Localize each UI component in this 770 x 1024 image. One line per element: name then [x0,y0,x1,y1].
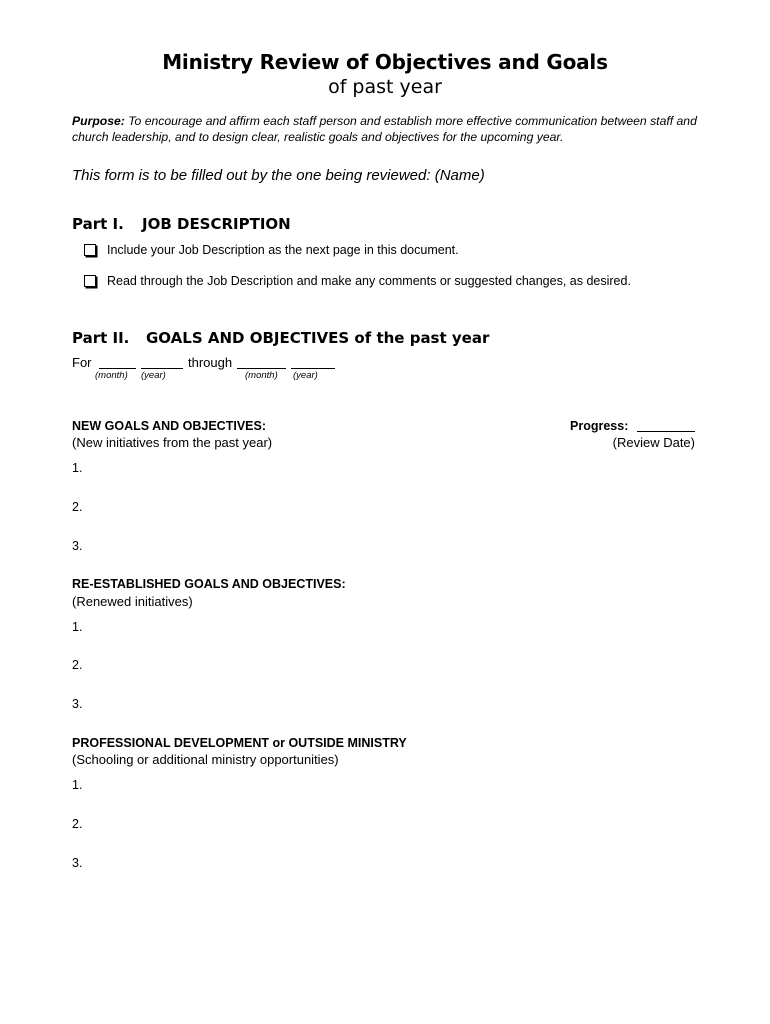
section-heading-new-goals: NEW GOALS AND OBJECTIVES: [72,419,266,433]
to-year-caption: (year) [293,370,318,381]
from-month-blank[interactable] [99,356,136,369]
checkbox[interactable] [84,275,96,287]
part1-item-1[interactable] [84,243,459,257]
page-title: Ministry Review of Objectives and Goals [162,50,608,74]
from-year-caption: (year) [141,370,166,381]
list-item: 1. [72,461,83,475]
to-month-blank[interactable] [237,356,286,369]
list-item: 1. [72,620,83,634]
list-item: 2. [72,658,83,672]
to-month-caption: (month) [245,370,278,381]
from-month-caption: (month) [95,370,128,381]
filled-by-instruction: This form is to be filled out by the one being reviewed: (Name) [72,167,485,184]
period-through-label: through [188,355,233,370]
checkbox[interactable] [84,244,96,256]
list-item: 2. [72,500,83,514]
section-heading-professional-dev: PROFESSIONAL DEVELOPMENT or OUTSIDE MINISTRY [72,736,407,750]
to-year-blank[interactable] [291,356,335,369]
section-sub-professional-dev: (Schooling or additional ministry opportunities) [72,752,339,767]
section-sub-reestablished: (Renewed initiatives) [72,594,193,609]
part1-item-1-label: Include your Job Description as the next page in this document. [107,243,459,257]
page-subtitle: of past year [328,76,442,98]
list-item: 3. [72,697,83,711]
purpose-label: Purpose: [72,114,125,128]
list-item: 1. [72,778,83,792]
purpose-paragraph [72,113,702,145]
purpose-text: To encourage and affirm each staff person and establish more effective communication between staff and church leadership, and to design clear, realistic goals and objectives for the upcoming year. [72,114,697,144]
review-date-caption: (Review Date) [612,435,695,450]
from-year-blank[interactable] [141,356,183,369]
period-for-label: For [72,355,92,370]
section-sub-new-goals: (New initiatives from the past year) [72,435,273,450]
progress-blank[interactable] [637,419,695,432]
list-item: 3. [72,539,83,553]
part1-item-2[interactable] [84,274,631,288]
part1-heading: JOB DESCRIPTION [142,215,291,233]
progress-label: Progress: [570,419,629,433]
list-item: 2. [72,817,83,831]
part2-label: Part II. [72,329,130,347]
part1-item-2-label: Read through the Job Description and make any comments or suggested changes, as desired. [107,274,631,288]
part2-heading: GOALS AND OBJECTIVES of the past year [146,329,490,347]
list-item: 3. [72,856,83,870]
section-heading-reestablished: RE-ESTABLISHED GOALS AND OBJECTIVES: [72,577,346,591]
part1-label: Part I. [72,215,124,233]
